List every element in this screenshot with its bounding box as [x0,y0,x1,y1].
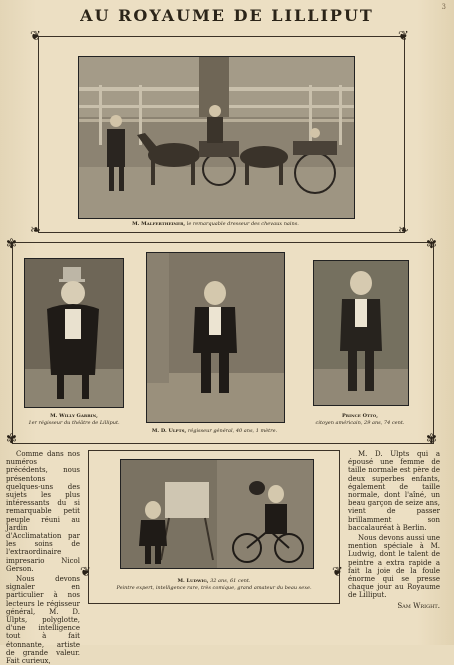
ornament-icon: ✾ [426,237,437,252]
left-article-column [6,450,80,665]
caption-right-text: citoyen américain, 29 ans, 74 cent. [315,419,405,426]
caption-bottom [96,578,332,591]
ornament-icon: ❧ [398,223,409,238]
portrait-illustration [147,253,284,422]
photo-horse-trainer [78,56,355,219]
ornament-icon: ✾ [6,432,17,447]
page-title: AU ROYAUME DE LILLIPUT [80,6,374,25]
portrait-illustration [314,261,408,405]
caption-center [146,428,283,435]
photo-willy-garbin [24,258,124,408]
caption-top-text: le remarquable dresseur des chevaux nains. [186,221,299,227]
caption-center-text: régisseur général, 40 ans, 1 mètre. [187,428,278,434]
caption-right-name: Prince Otto, [342,413,378,419]
paragraph: Comme dans nos numéros précédents, nous présentons quelques-uns des sujets les plus intéressants du si remarquable petit peuple réuni au Jardin d'Acclimatation par les soins de l'extraordinaire impresario Nicol Gerson. [6,450,80,573]
paragraph: Nous devons aussi une mention spéciale à M. Ludwig, dont le talent de peintre a extra rapide a fait la joie de la foule énorme qui se presse chaque jour au Royaume de Lilliput. [348,534,440,600]
caption-left-text: 1er régisseur du théâtre de Lilliput. [28,419,120,426]
page-number: 3 [441,3,446,11]
photo-d-ulpts [146,252,285,423]
paragraph: M. D. Ulpts qui a épousé une femme de taille normale est père de deux superbes enfants, également de taille normale, dont l'aîné, un beau garçon de seize ans, vient de passer brillamment son baccalauréat à Berlin. [348,450,440,532]
caption-bottom-text: 32 ans, 61 cent. [210,578,251,584]
caption-right [304,413,416,426]
ornament-icon: ✾ [426,432,437,447]
caption-top-name: M. Malfertheiner, [132,221,186,227]
ornament-icon: ❦ [30,29,41,44]
ornament-icon: ❦ [80,565,91,580]
author-signature: Sam Wright. [397,601,440,610]
caption-bottom-name: M. Ludwig, [177,578,209,584]
caption-bottom-line2: Peintre expert, intelligence rare, très comique, grand amateur du beau sexe. [116,584,312,591]
right-article-column [348,450,440,640]
ornament-icon: ❦ [332,565,343,580]
portrait-illustration [25,259,123,407]
caption-left [18,413,130,426]
caption-top [78,221,353,228]
ornament-icon: ❧ [30,223,41,238]
photo-prince-otto [313,260,409,406]
painter-bicycle-illustration [121,460,313,568]
paragraph: Nous devons signaler en particulier à nos lecteurs le régisseur général, M. D. Ulpts, polyglotte, d'une intelligence tout à fait étonnante, artiste de grande valeur. Fait curieux, [6,575,80,665]
ornament-icon: ✾ [6,237,17,252]
ornament-icon: ❦ [398,29,409,44]
caption-center-name: M. D. Ulpts, [151,428,187,434]
caption-left-name: M. Willy Garbin, [50,413,98,419]
horse-carriage-illustration [79,57,354,218]
photo-ludwig [120,459,314,569]
